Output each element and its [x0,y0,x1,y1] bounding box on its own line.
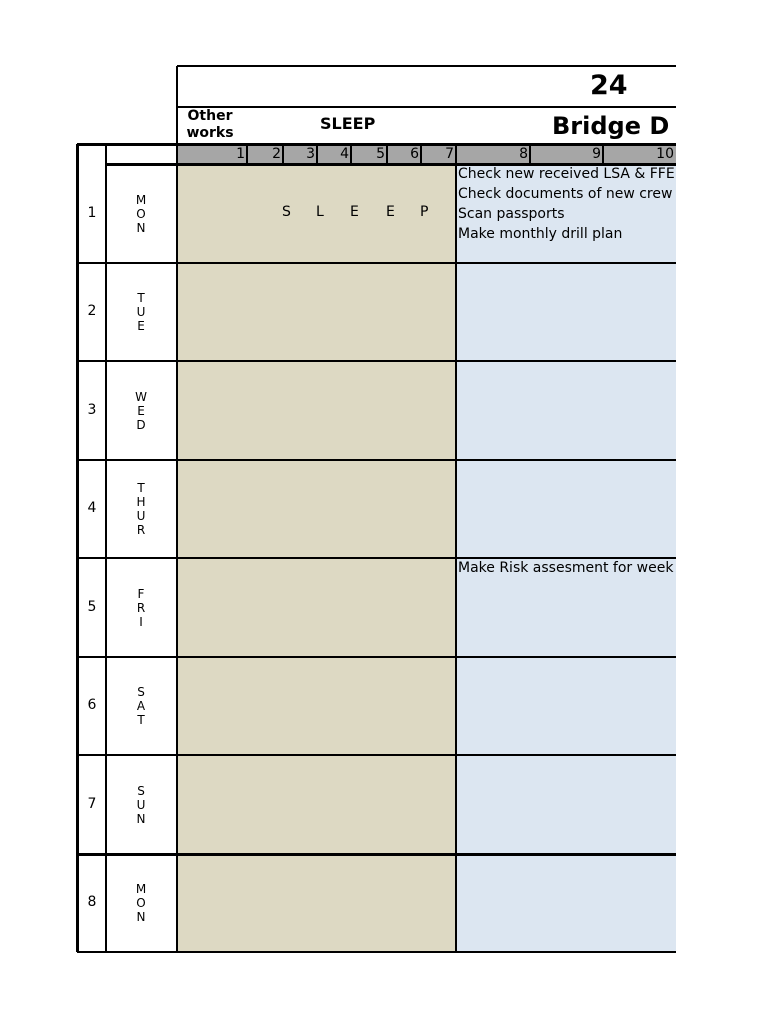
grid-line [77,557,676,559]
day-name [106,784,176,826]
grid-line [602,144,604,164]
day-number: 3 [87,401,97,418]
grid-line [176,144,178,952]
grid-line [455,164,457,952]
hour-label: 8 [519,146,528,162]
sleep-letter: S [282,204,291,220]
day-name [106,685,176,727]
grid-line [77,951,676,953]
grid-line [77,143,676,146]
hour-label: 2 [272,146,281,162]
day-letter: U [136,797,146,812]
grid-line [177,65,676,67]
day-name [106,481,176,537]
day-letter: R [136,523,146,537]
grid-line [420,144,422,164]
hour-label: 6 [410,146,419,162]
hour-label: 1 [236,146,245,162]
day-letter: F [137,586,145,601]
day-letter: U [136,509,146,523]
day-letter: N [136,811,146,826]
sleep-header-label: SLEEP [320,114,376,133]
day-letter: A [136,699,146,713]
sleep-letter: E [350,204,359,220]
day-name [106,291,176,333]
day-letter: T [137,713,145,727]
day-letter: R [136,600,146,615]
grid-line [246,144,248,164]
day-letter: T [137,291,145,305]
hour-label: 9 [592,146,601,162]
grid-line [282,144,284,164]
hour-label: 10 [656,146,674,162]
grid-line [77,459,676,461]
day-name [106,882,176,924]
day-letter: N [136,910,146,924]
day-name [106,390,176,432]
day-letter: M [135,192,147,207]
schedule-number: 24 [590,70,628,101]
day-number: 1 [87,204,97,221]
day-letter: S [137,783,145,798]
other-works-line2: works [186,125,234,141]
day-number: 8 [87,894,97,910]
grid-line [455,144,457,164]
task-item: Make monthly drill plan [458,226,623,242]
other-works-header [178,108,242,144]
task-item: Check documents of new crew [458,186,673,202]
grid-line [77,360,676,362]
day-number: 2 [87,303,97,319]
grid-line [106,163,676,166]
day-letter: O [136,206,146,221]
day-letter: H [136,495,146,509]
title-number [590,70,680,106]
bridge-title-text: Bridge D [552,112,670,140]
grid-line [316,144,318,164]
task-item: Scan passports [458,206,565,222]
day-letter: D [136,417,146,432]
hour-label: 7 [445,146,454,162]
hour-label: 5 [376,146,385,162]
grid-line [77,262,676,264]
grid-line [76,144,79,952]
task-item: Check new received LSA & FFE [458,166,675,182]
sleep-letter: L [316,204,324,220]
day-number: 5 [87,598,97,615]
other-works-line1: Other [187,108,233,124]
day-letter: E [137,403,145,418]
grid-line [386,144,388,164]
day-name [106,587,176,629]
sleep-letter: E [386,204,395,220]
hour-label: 4 [340,146,349,162]
day-name [106,193,176,235]
day-number: 6 [87,697,97,713]
day-letter: O [136,896,146,910]
day-number: 7 [87,795,97,812]
day-letter: I [139,614,143,629]
day-letter: M [135,882,147,896]
day-letter: T [137,481,145,495]
grid-line [529,144,531,164]
bridge-title [552,112,676,144]
day-letter: S [137,685,145,699]
grid-line [176,66,178,144]
day-letter: N [136,220,146,235]
grid-line [177,106,676,108]
day-letter: U [136,305,146,319]
grid-line [77,656,676,658]
task-item: Make Risk assesment for week [458,560,674,576]
day-letter: E [137,319,145,333]
grid-line [77,754,676,756]
grid-line [105,144,107,952]
sleep-header [320,114,420,138]
day-number: 4 [87,500,97,516]
sleep-letter: P [420,204,429,220]
grid-line [350,144,352,164]
task-list [456,164,676,263]
day-letter: W [135,389,147,404]
grid-line [77,853,676,856]
hour-label: 3 [306,146,315,162]
task-list [456,558,676,657]
